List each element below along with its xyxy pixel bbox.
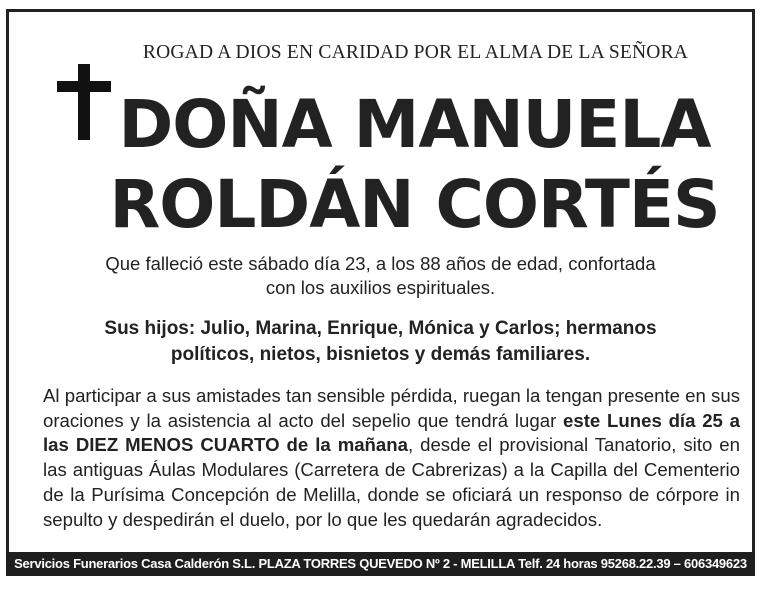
funeral-announcement	[43, 384, 740, 532]
funeral-home-footer: Servicios Funerarios Casa Calderón S.L. PLAZA TORRES QUEVEDO Nº 2 - MELILLA Telf. 24 horas 95268.22.39 – 606349623	[6, 552, 755, 576]
obituary-frame	[6, 9, 755, 576]
service-time: este Lunes día 25 a las DIEZ MENOS CUARTO de la mañana	[43, 409, 741, 456]
announcement-text-1: Al participar a sus amistades tan sensible pérdida, ruegan la tengan presente en sus oraciones y la asistencia al acto del sepelio que tendrá lugar	[43, 385, 740, 431]
notice-heading: ROGAD A DIOS EN CARIDAD POR EL ALMA DE LA SEÑORA	[142, 42, 689, 63]
death-details-line-2: con los auxilios espirituales.	[265, 277, 496, 298]
family-list-line-1: Sus hijos: Julio, Marina, Enrique, Mónica y Carlos; hermanos	[104, 318, 657, 339]
family-list-line-2: políticos, nietos, bisnietos y demás familiares.	[170, 344, 591, 365]
deceased-name-line-1: DOÑA MANUELA	[118, 86, 711, 163]
deceased-name-line-2: ROLDÁN CORTÉS	[109, 166, 720, 243]
family-list	[29, 316, 732, 368]
announcement-text-2: , desde el provisional Tanatorio, sito en las antiguas Áulas Modulares (Carretera de Cabrerizas) a la Capilla del Cementerio de la Purísima Concepción de Melilla, donde se oficiará un responso de córpore in sepulto y despedirán el duelo, por lo que les quedarán agradecidos.	[43, 434, 740, 530]
death-details-line-1: Que falleció este sábado día 23, a los 88 años de edad, confortada	[105, 253, 656, 274]
latin-cross-icon	[57, 64, 113, 144]
death-details	[39, 252, 722, 300]
